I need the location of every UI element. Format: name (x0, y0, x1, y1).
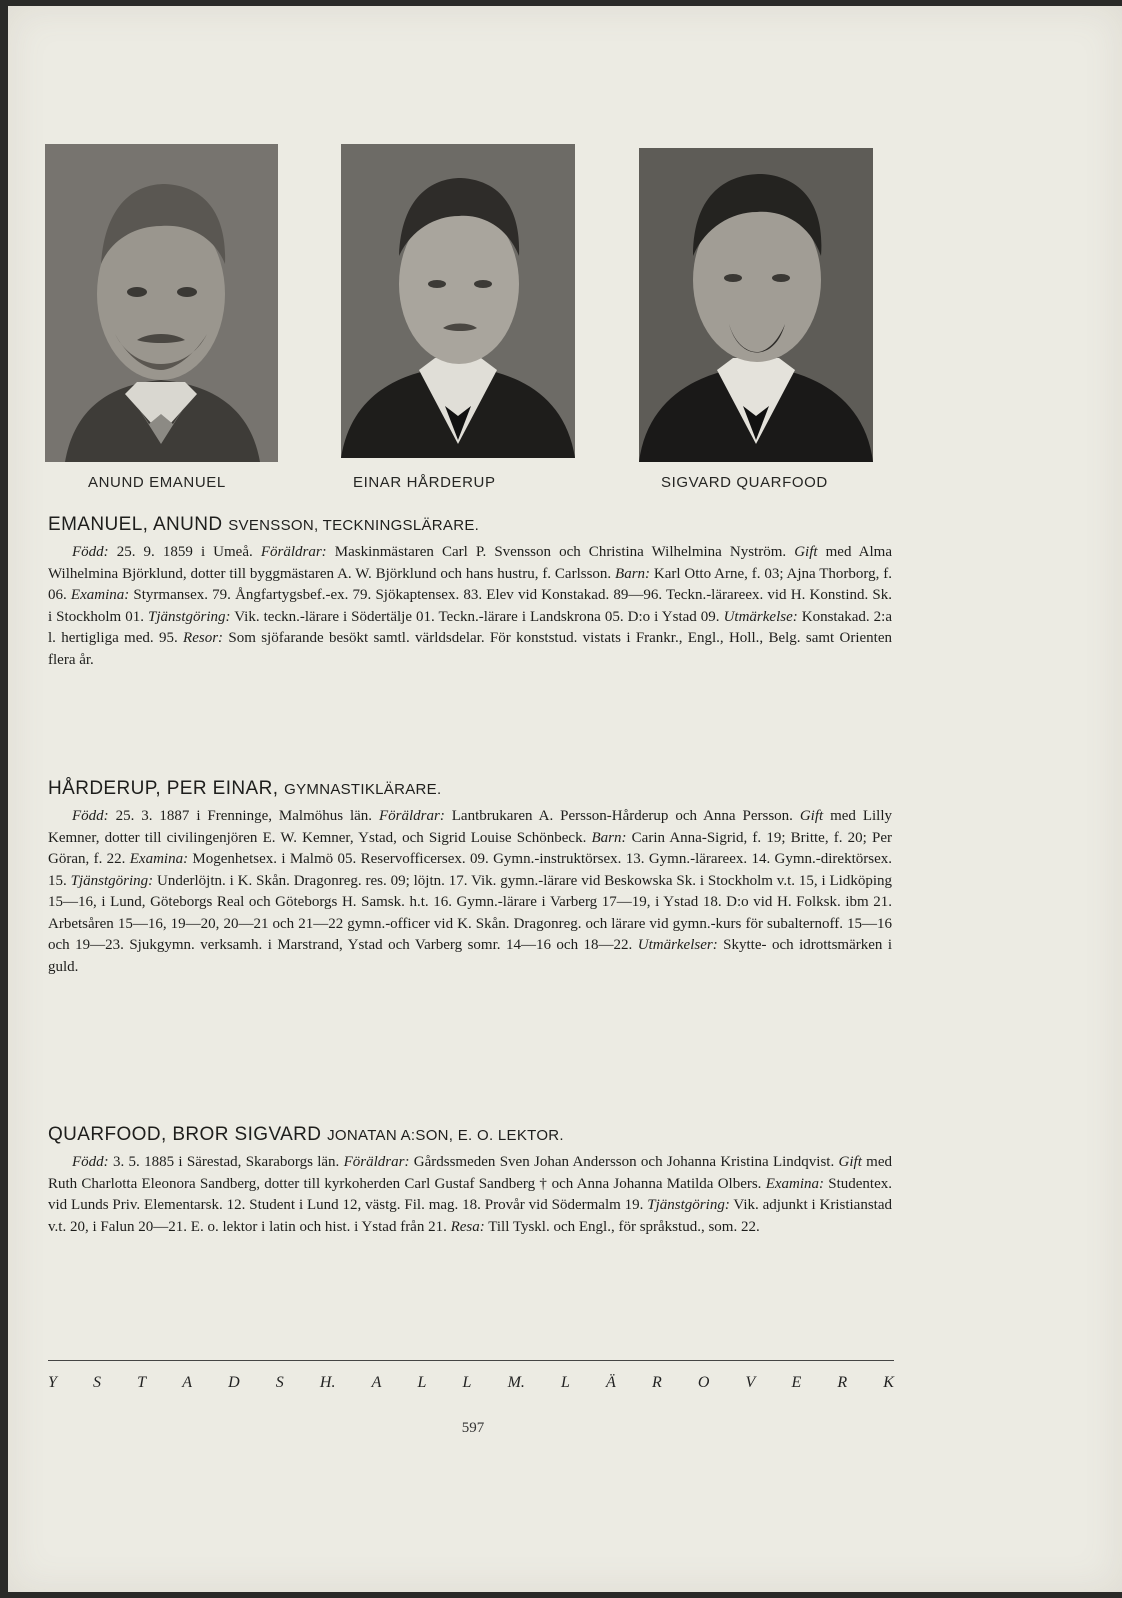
document-page (8, 6, 1122, 1592)
footer-letter: A (182, 1374, 192, 1391)
portrait-caption-2: EINAR HÅRDERUP (353, 474, 496, 491)
field-label: Gift (794, 544, 818, 560)
entry-title-name: QUARFOOD, BROR SIGVARD (48, 1124, 322, 1145)
footer-letter: A (371, 1374, 382, 1391)
field-text: Lantbrukaren A. Persson-Hårderup och Anna Persson. (444, 808, 800, 824)
page-number: 597 (461, 1420, 485, 1436)
field-label: Född: (72, 544, 109, 560)
entry-title-role: JONATAN A:SON, E. O. LEKTOR. (327, 1127, 564, 1144)
footer-letter: T (137, 1374, 147, 1391)
entry-title-name: EMANUEL, ANUND (48, 514, 223, 535)
field-text: Karl Otto Arne, f. 03; Ajna Thorborg, f. 06. (48, 565, 893, 603)
field-label: Barn: (615, 565, 651, 582)
field-text: Konstakad. 2:a l. hertigliga med. 95. (48, 608, 893, 646)
field-label: Född: (72, 808, 109, 824)
field-label: Tjänstgöring: (147, 608, 231, 625)
field-text: 25. 9. 1859 i Umeå. (108, 544, 261, 560)
portrait-caption-1: ANUND EMANUEL (88, 474, 226, 491)
footer-running-title (48, 1374, 894, 1392)
field-text: Vik. adjunkt i Kristianstad v.t. 20, i Falun 20—21. E. o. lektor i latin och hist. i Ystad från 21. (48, 1197, 893, 1235)
footer-letter: Ä (606, 1374, 616, 1391)
footer-letter: O (697, 1374, 710, 1391)
field-label: Tjänstgöring: (70, 872, 154, 889)
entry-title-role: SVENSSON, TECKNINGSLÄRARE. (228, 517, 480, 534)
field-text: Maskinmästaren Carl P. Svensson och Christina Wilhelmina Nyström. (326, 544, 795, 560)
footer-letter: K (883, 1374, 894, 1391)
field-label: Född: (72, 1154, 109, 1170)
entry-body (48, 1152, 892, 1238)
field-label: Tjänstgöring: (647, 1197, 730, 1213)
field-label: Barn: (591, 829, 627, 846)
portrait-anund-emanuel (45, 144, 278, 462)
field-label: Examina: (765, 1175, 825, 1192)
footer-letter: L (561, 1374, 570, 1391)
field-label: Resa: (450, 1218, 485, 1235)
field-text: 25. 3. 1887 i Frenninge, Malmöhus län. (108, 808, 379, 824)
portrait-photo-3 (639, 148, 873, 462)
portrait-photo-2 (341, 144, 575, 458)
field-label: Gift (838, 1154, 862, 1170)
field-label: Utmärkelser: (637, 937, 718, 953)
footer-letter: S (275, 1374, 284, 1391)
field-label: Föräldrar: (378, 808, 445, 824)
footer-letter: V (745, 1374, 756, 1391)
field-text: Till Tyskl. och Engl., för språkstud., som. 22. (484, 1218, 760, 1235)
field-text: Styrmansex. 79. Ångfartygsbef.-ex. 79. Sjökaptensex. 83. Elev vid Konstakad. 89—96. Teckn.-lärareex. vid H. Konstind. Sk. i Stockholm 01. (48, 587, 893, 625)
portrait-einar-harderup (341, 144, 575, 458)
footer-letter: S (93, 1374, 102, 1391)
entry-body (48, 542, 892, 671)
field-text: 3. 5. 1885 i Särestad, Skaraborgs län. (108, 1154, 344, 1170)
field-text: Som sjöfarande besökt samtl. världsdelar. För konststud. vistats i Frankr., Engl., Holl., Belg. samt Orienten flera år. (48, 630, 892, 668)
footer-letter: L (462, 1374, 472, 1391)
field-label: Examina: (70, 587, 130, 603)
field-text: Vik. teckn.-lärare i Södertälje 01. Teckn.-lärare i Landskrona 05. D:o i Ystad 09. (230, 608, 724, 625)
footer-letter: M. (507, 1374, 525, 1391)
entry-title (48, 1124, 892, 1146)
field-label: Gift (799, 808, 824, 824)
entry-title (48, 514, 892, 536)
entry-title-role: GYMNASTIKLÄRARE. (284, 781, 442, 798)
footer-letter: Y (48, 1374, 57, 1391)
footer-letter: E (791, 1374, 802, 1391)
portrait-sigvard-quarfood (639, 148, 873, 462)
field-text: med Lilly Kemner, dotter till civilingenjören E. W. Kemner, Ystad, och Sigrid Louise Schönbeck. (48, 808, 892, 846)
entry-quarfood (48, 1124, 892, 1238)
footer-divider (48, 1360, 894, 1361)
field-text: Mogenhetsex. i Malmö 05. Reservofficersex. 09. Gymn.-instruktörsex. 13. Gymn.-lärareex. 14. Gymn.-direktörsex. 15. (48, 851, 892, 889)
field-label: Resor: (183, 630, 224, 646)
entry-title (48, 778, 892, 800)
entry-harderup (48, 778, 892, 978)
footer-letter: L (417, 1374, 427, 1391)
entry-body (48, 806, 892, 978)
field-label: Föräldrar: (260, 544, 327, 560)
field-text: Studentex. vid Lunds Priv. Elementarsk. 12. Student i Lund 12, västg. Fil. mag. 18. Provår vid Södermalm 19. (48, 1175, 893, 1213)
field-label: Examina: (129, 851, 189, 867)
field-label: Föräldrar: (343, 1154, 410, 1170)
field-text: Underlöjtn. i K. Skån. Dragonreg. res. 09; löjtn. 17. Vik. gymn.-lärare vid Beskowska Sk. i Stockholm v.t. 15, i Lidköping 15—16, i Lund, Göteborgs Real och Göteborgs H. Samsk. h.t. 16. Gymn.-lärare i Varberg 17—19, i Ystad 18. D:o vid H. Folksk. ibm 21. Arbetsåren 15—16, 19—20, 20—21 och 21—22 gymn.-officer vid K. Skån. Dragonreg. och lärare vid gymn.-kurs för subalternoff. 15—16 och 19—23. Sjukgymn. verksamh. i Marstrand, Ystad och Varberg somr. 14—16 och 18—22. (48, 872, 893, 953)
footer-letter: R (837, 1374, 848, 1391)
entry-title-name: HÅRDERUP, PER EINAR, (48, 778, 279, 799)
field-text: med Ruth Charlotta Eleonora Sandberg, dotter till kyrkoherden Carl Gustaf Sandberg † och Anna Johanna Matilda Olbers. (48, 1154, 893, 1192)
field-text: Gårdssmeden Sven Johan Andersson och Johanna Kristina Lindqvist. (409, 1154, 839, 1170)
field-text: Carin Anna-Sigrid, f. 19; Britte, f. 20; Per Göran, f. 22. (48, 829, 892, 867)
footer-letter: D (228, 1374, 240, 1391)
portrait-caption-3: SIGVARD QUARFOOD (661, 474, 828, 491)
portrait-photo-1 (45, 144, 278, 462)
field-text: med Alma Wilhelmina Björklund, dotter till byggmästaren A. W. Björklund och hans hustru, f. Carlsson. (48, 544, 893, 582)
footer-letter: R (651, 1374, 662, 1391)
entry-emanuel (48, 514, 892, 671)
field-label: Utmärkelse: (723, 608, 798, 625)
field-text: Skytte- och idrottsmärken i guld. (48, 937, 893, 975)
footer-letter: H. (319, 1374, 336, 1391)
